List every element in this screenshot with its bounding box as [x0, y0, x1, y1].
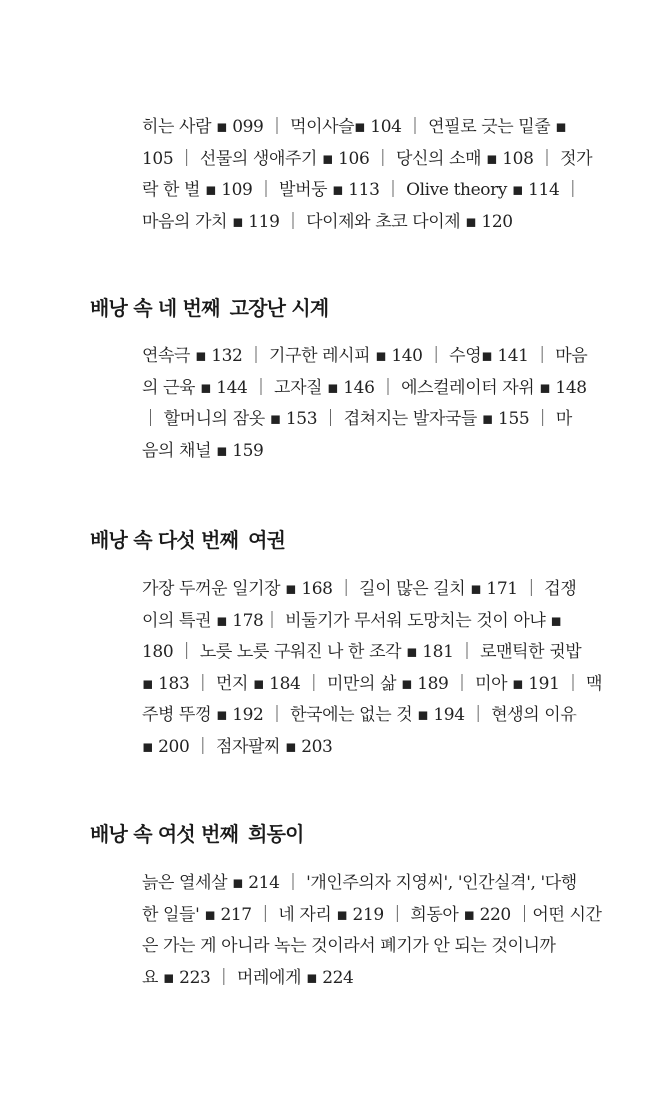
- toc-line: ｜ 할머니의 잠옷 ▪ 153 ｜ 겹쳐지는 발자국들 ▪ 155 ｜ 마: [142, 409, 572, 429]
- toc-line: 105 ｜ 선물의 생애주기 ▪ 106 ｜ 당신의 소매 ▪ 108 ｜ 젓가: [142, 148, 593, 169]
- toc-line: 히는 사람 ▪ 099 ｜ 먹이사슬▪ 104 ｜ 연필로 긋는 밑줄 ▪: [142, 117, 567, 137]
- toc-line: 연속극 ▪ 132 ｜ 기구한 레시피 ▪ 140 ｜ 수영▪ 141 ｜ 마음: [142, 346, 588, 366]
- toc-line: 의 근육 ▪ 144 ｜ 고자질 ▪ 146 ｜ 에스컬레이터 자위 ▪ 148: [142, 377, 587, 398]
- toc-entries-section-5: [142, 574, 603, 763]
- toc-line: ▪ 183 ｜ 먼지 ▪ 184 ｜ 미만의 삶 ▪ 189 ｜ 미아 ▪ 191 ｜ 맥: [142, 673, 603, 694]
- section-heading-prefix: 배낭 속 여섯 번째: [90, 822, 239, 846]
- toc-line: 한 일들' ▪ 217 ｜ 네 자리 ▪ 219 ｜ 희동아 ▪ 220 ｜어떤 시간: [142, 904, 602, 925]
- toc-entries-section-6: [142, 868, 602, 994]
- toc-line: 이의 특권 ▪ 178｜ 비둘기가 무서워 도망치는 것이 아냐 ▪: [142, 610, 562, 631]
- toc-line: 은 가는 게 아니라 녹는 것이라서 폐기가 안 되는 것이니까: [142, 936, 556, 956]
- section-heading-prefix: 배낭 속 다섯 번째: [90, 528, 239, 552]
- toc-entries-continued: [142, 112, 593, 238]
- toc-line: 주병 뚜껑 ▪ 192 ｜ 한국에는 없는 것 ▪ 194 ｜ 현생의 이유: [142, 705, 577, 725]
- toc-line: 마음의 가치 ▪ 119 ｜ 다이제와 초코 다이제 ▪ 120: [142, 211, 513, 232]
- toc-line: 음의 채널 ▪ 159: [142, 440, 264, 461]
- toc-line: 늙은 열세살 ▪ 214 ｜ '개인주의자 지영씨', '인간실격', '다행: [142, 873, 577, 893]
- toc-line: 가장 두꺼운 일기장 ▪ 168 ｜ 길이 많은 길치 ▪ 171 ｜ 겁쟁: [142, 579, 577, 599]
- section-heading-5: [90, 524, 285, 553]
- toc-line: 180 ｜ 노릇 노릇 구워진 나 한 조각 ▪ 181 ｜ 로맨틱한 귓밥: [142, 642, 582, 662]
- toc-line: 락 한 벌 ▪ 109 ｜ 발버둥 ▪ 113 ｜ Olive theory ▪ 114 ｜: [142, 180, 581, 200]
- section-heading-4: [90, 292, 328, 321]
- toc-line: ▪ 200 ｜ 점자팔찌 ▪ 203: [142, 736, 333, 757]
- toc-line: 요 ▪ 223 ｜ 머레에게 ▪ 224: [142, 967, 354, 988]
- section-heading-6: [90, 818, 304, 847]
- toc-entries-section-4: [142, 341, 588, 467]
- section-heading-title: 고장난 시계: [229, 296, 329, 320]
- section-heading-prefix: 배낭 속 네 번째: [90, 296, 220, 320]
- section-heading-title: 희동이: [248, 822, 304, 846]
- section-heading-title: 여권: [248, 528, 286, 552]
